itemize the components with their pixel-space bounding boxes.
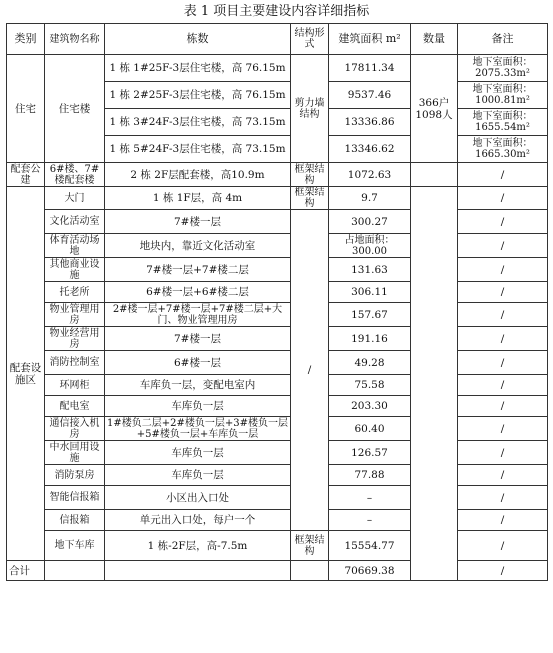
- area-cell: 1072.63: [329, 163, 411, 187]
- area-cell: 13346.62: [329, 136, 411, 163]
- quantity-cell: [411, 163, 458, 187]
- area-cell: 157.67: [329, 303, 411, 327]
- area-cell: 17811.34: [329, 55, 411, 82]
- area-cell: 126.57: [329, 441, 411, 465]
- total-note: /: [458, 561, 548, 581]
- building-desc: 6#楼一层: [105, 351, 291, 375]
- table-title: 表 1 项目主要建设内容详细指标: [183, 4, 370, 19]
- building-desc: 6#楼一层+6#楼二层: [105, 282, 291, 303]
- table-row: [7, 55, 548, 82]
- building-desc: 1 栋 1F层，高 4m: [105, 187, 291, 210]
- facility-name: 中水回用设施: [45, 441, 105, 465]
- building-desc: 1 栋-2F层，高-7.5m: [105, 531, 291, 561]
- note-cell: /: [458, 510, 548, 531]
- table-row: [7, 417, 548, 441]
- note-cell: /: [458, 163, 548, 187]
- building-name-public: 6#楼、7#楼配套楼: [45, 163, 105, 187]
- structure-slash: /: [291, 210, 329, 531]
- header-building-name: 建筑物名称: [45, 24, 105, 55]
- table-row: [7, 234, 548, 258]
- header-area: 建筑面积 m²: [329, 24, 411, 55]
- header-count: 栋数: [105, 24, 291, 55]
- note-cell: /: [458, 187, 548, 210]
- facility-name: 物业管理用房: [45, 303, 105, 327]
- area-cell: 131.63: [329, 258, 411, 282]
- quantity-cell: [411, 55, 458, 163]
- total-area: 70669.38: [329, 561, 411, 581]
- area-cell: 15554.77: [329, 531, 411, 561]
- building-desc: 车库负一层: [105, 441, 291, 465]
- facility-name: 消防控制室: [45, 351, 105, 375]
- area-cell: 306.11: [329, 282, 411, 303]
- area-cell: 203.30: [329, 396, 411, 417]
- note-cell: /: [458, 486, 548, 510]
- building-desc: 车库负一层: [105, 465, 291, 486]
- total-row: [7, 561, 548, 581]
- note-cell: /: [458, 351, 548, 375]
- building-desc: 单元出入口处，每户一个: [105, 510, 291, 531]
- area-cell: 191.16: [329, 327, 411, 351]
- note-cell: /: [458, 234, 548, 258]
- facility-name: 物业经营用房: [45, 327, 105, 351]
- table-row: [7, 327, 548, 351]
- note-cell: /: [458, 327, 548, 351]
- building-desc: 1 栋 2#25F-3层住宅楼，高 76.15m: [105, 82, 291, 109]
- area-cell: 9.7: [329, 187, 411, 210]
- building-desc: 2 栋 2F层配套楼，高10.9m: [105, 163, 291, 187]
- building-desc: 车库负一层: [105, 396, 291, 417]
- facility-name: 消防泵房: [45, 465, 105, 486]
- header-note: 备注: [458, 24, 548, 55]
- building-desc: 1 栋 3#24F-3层住宅楼，高 73.15m: [105, 109, 291, 136]
- facility-name: 大门: [45, 187, 105, 210]
- note-cell: /: [458, 210, 548, 234]
- table-row: [7, 486, 548, 510]
- note-label: 地下室面积：: [472, 84, 533, 95]
- note-cell: /: [458, 303, 548, 327]
- table-row: [7, 210, 548, 234]
- area-cell: 占地面积：300.00: [329, 234, 411, 258]
- note-cell: [458, 136, 548, 163]
- note-label: 地下室面积：: [472, 111, 533, 122]
- structure-frame: 框架结构: [291, 187, 329, 210]
- table-row: [7, 441, 548, 465]
- area-cell: 77.88: [329, 465, 411, 486]
- note-cell: /: [458, 531, 548, 561]
- building-desc: 车库负一层，变配电室内: [105, 375, 291, 396]
- table-row: [7, 258, 548, 282]
- note-cell: /: [458, 441, 548, 465]
- building-desc: 7#楼一层: [105, 327, 291, 351]
- total-empty: [105, 561, 291, 581]
- facility-name: 信报箱: [45, 510, 105, 531]
- note-cell: /: [458, 465, 548, 486]
- table-row: [7, 375, 548, 396]
- table-row: [7, 282, 548, 303]
- facility-name: 智能信报箱: [45, 486, 105, 510]
- building-desc: 7#楼一层+7#楼二层: [105, 258, 291, 282]
- note-value: 1000.81m²: [475, 95, 530, 106]
- building-desc: 地块内，靠近文化活动室: [105, 234, 291, 258]
- structure-shearwall: 剪力墙结构: [291, 55, 329, 163]
- note-value: 1665.30m²: [475, 149, 530, 160]
- header-structure: 结构形式: [291, 24, 329, 55]
- quantity-cell: [411, 187, 458, 581]
- note-label: 地下室面积：: [472, 57, 533, 68]
- total-empty: [45, 561, 105, 581]
- building-desc: 1 栋 1#25F-3层住宅楼，高 76.15m: [105, 55, 291, 82]
- area-cell: 49.28: [329, 351, 411, 375]
- table-row: [7, 510, 548, 531]
- total-label: 合计: [7, 561, 45, 581]
- facility-name: 文化活动室: [45, 210, 105, 234]
- table-row: [7, 465, 548, 486]
- note-cell: /: [458, 258, 548, 282]
- note-cell: /: [458, 417, 548, 441]
- building-name-residential: 住宅楼: [45, 55, 105, 163]
- table-row: [7, 303, 548, 327]
- total-empty: [291, 561, 329, 581]
- area-cell: –: [329, 486, 411, 510]
- note-cell: /: [458, 282, 548, 303]
- quantity-households: 366户: [418, 96, 450, 109]
- area-cell: 13336.86: [329, 109, 411, 136]
- area-cell: 9537.46: [329, 82, 411, 109]
- building-desc: 7#楼一层: [105, 210, 291, 234]
- facility-name: 环网柜: [45, 375, 105, 396]
- note-cell: [458, 82, 548, 109]
- area-cell: 60.40: [329, 417, 411, 441]
- category-facilities: 配套设施区: [7, 187, 45, 561]
- facility-name: 配电室: [45, 396, 105, 417]
- facility-name: 通信接入机房: [45, 417, 105, 441]
- area-cell: –: [329, 510, 411, 531]
- quantity-people: 1098人: [415, 108, 453, 121]
- building-desc: 1#楼负二层+2#楼负一层+3#楼负一层+5#楼负一层+车库负一层: [105, 417, 291, 441]
- note-cell: [458, 55, 548, 82]
- header-quantity: 数量: [411, 24, 458, 55]
- structure-frame: 框架结构: [291, 531, 329, 561]
- header-category: 类别: [7, 24, 45, 55]
- construction-details-table: [6, 23, 548, 581]
- building-desc: 1 栋 5#24F-3层住宅楼，高 73.15m: [105, 136, 291, 163]
- area-cell: 75.58: [329, 375, 411, 396]
- note-cell: [458, 109, 548, 136]
- table-row: [7, 531, 548, 561]
- facility-name: 地下车库: [45, 531, 105, 561]
- table-row: [7, 163, 548, 187]
- area-cell: 300.27: [329, 210, 411, 234]
- facility-name: 其他商业设施: [45, 258, 105, 282]
- facility-name: 托老所: [45, 282, 105, 303]
- note-value: 1655.54m²: [475, 122, 530, 133]
- table-header-row: [7, 24, 548, 55]
- building-desc: 2#楼一层+7#楼一层+7#楼二层+大门、物业管理用房: [105, 303, 291, 327]
- note-label: 地下室面积：: [472, 138, 533, 149]
- note-value: 2075.33m²: [475, 68, 530, 79]
- structure-frame: 框架结构: [291, 163, 329, 187]
- building-desc: 小区出入口处: [105, 486, 291, 510]
- table-row: [7, 396, 548, 417]
- category-public: 配套公建: [7, 163, 45, 187]
- facility-name: 体育活动场地: [45, 234, 105, 258]
- note-cell: /: [458, 396, 548, 417]
- category-residential: 住宅: [7, 55, 45, 163]
- table-row: [7, 187, 548, 210]
- note-cell: /: [458, 375, 548, 396]
- table-row: [7, 351, 548, 375]
